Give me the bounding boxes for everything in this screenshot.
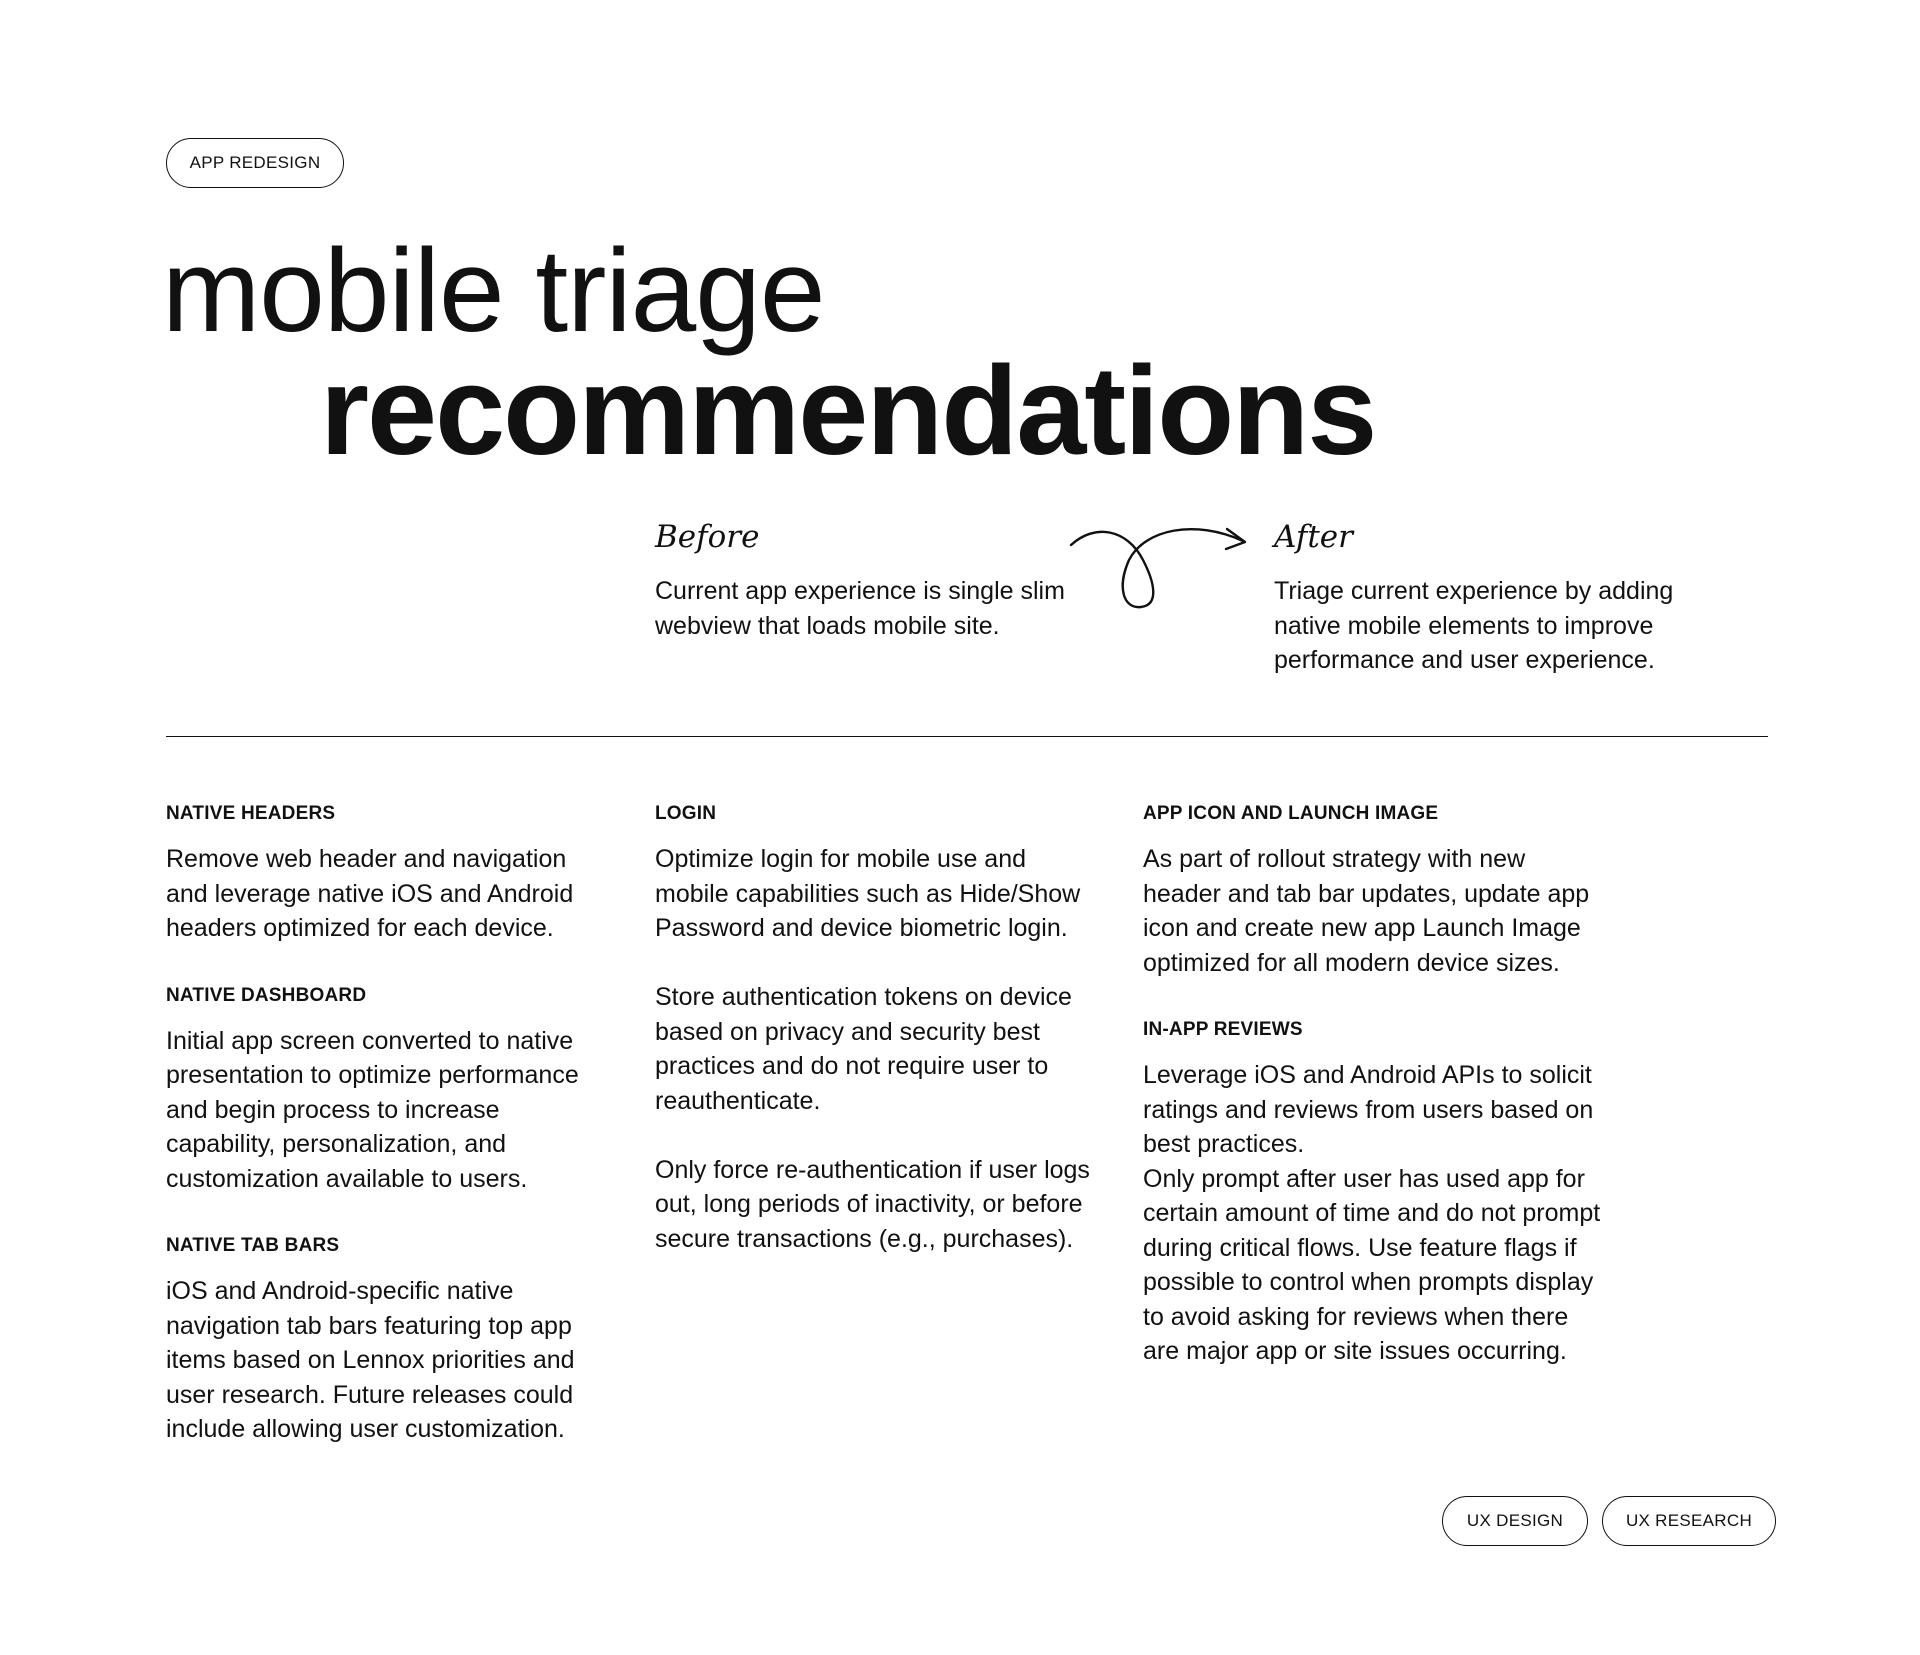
section-body: As part of rollout strategy with new header and tab bar updates, update app icon and create new app Launch Image optimized for all modern device sizes. xyxy=(1143,845,1590,977)
section-in-app-reviews xyxy=(1143,1016,1603,1369)
section-login xyxy=(655,800,1095,1256)
section-heading: LOGIN xyxy=(655,803,717,824)
section-heading: APP ICON AND LAUNCH IMAGE xyxy=(1143,803,1439,824)
section-native-headers xyxy=(166,800,606,946)
page-title-line-2: recommendations xyxy=(320,340,1376,481)
after-heading: After xyxy=(1274,519,1353,555)
category-tag: APP REDESIGN xyxy=(166,138,344,188)
section-heading: IN-APP REVIEWS xyxy=(1143,1019,1303,1040)
column-2 xyxy=(655,800,1095,1292)
after-description: Triage current experience by adding native mobile elements to improve performance and user experience. xyxy=(1274,577,1674,674)
section-heading: NATIVE TAB BARS xyxy=(166,1235,340,1256)
section-body: Store authentication tokens on device based on privacy and security best practices and do not require user to reauthenticate. xyxy=(655,983,1072,1115)
section-body: Only force re-authentication if user logs out, long periods of inactivity, or before secure transactions (e.g., purchases). xyxy=(655,1155,1090,1253)
section-heading: NATIVE DASHBOARD xyxy=(166,984,367,1006)
section-body: Initial app screen converted to native presentation to optimize performance and begin process to increase capability, personalization, and customization available to users. xyxy=(166,1026,579,1193)
before-heading: Before xyxy=(655,519,760,555)
section-body: Only prompt after user has used app for certain amount of time and do not prompt during critical flows. Use feature flags if possible to control when prompts display to avoid asking for reviews when there are major app or site issues occurring. xyxy=(1143,1164,1601,1365)
page-title-line-1: mobile triage xyxy=(162,225,825,357)
section-body: Leverage iOS and Android APIs to solicit ratings and reviews from users based on best practices. xyxy=(1143,1061,1594,1158)
column-3 xyxy=(1143,800,1603,1405)
section-native-tab-bars xyxy=(166,1232,606,1447)
loop-arrow-icon xyxy=(1065,515,1250,615)
section-heading: NATIVE HEADERS xyxy=(166,803,336,824)
section-body: Remove web header and navigation and leverage native iOS and Android headers optimized for each device. xyxy=(166,845,574,942)
column-1 xyxy=(166,800,606,1483)
section-native-dashboard xyxy=(166,982,606,1197)
section-app-icon xyxy=(1143,800,1603,980)
section-body: Optimize login for mobile use and mobile capabilities such as Hide/Show Password and device biometric login. xyxy=(655,845,1081,942)
section-body: iOS and Android-specific native navigation tab bars featuring top app items based on Lennox priorities and user research. Future releases could include allowing user customization. xyxy=(166,1277,575,1443)
before-description: Current app experience is single slim webview that loads mobile site. xyxy=(655,577,1065,640)
section-divider xyxy=(166,736,1768,737)
tag-ux-research: UX RESEARCH xyxy=(1602,1496,1776,1546)
tag-ux-design: UX DESIGN xyxy=(1442,1496,1588,1546)
